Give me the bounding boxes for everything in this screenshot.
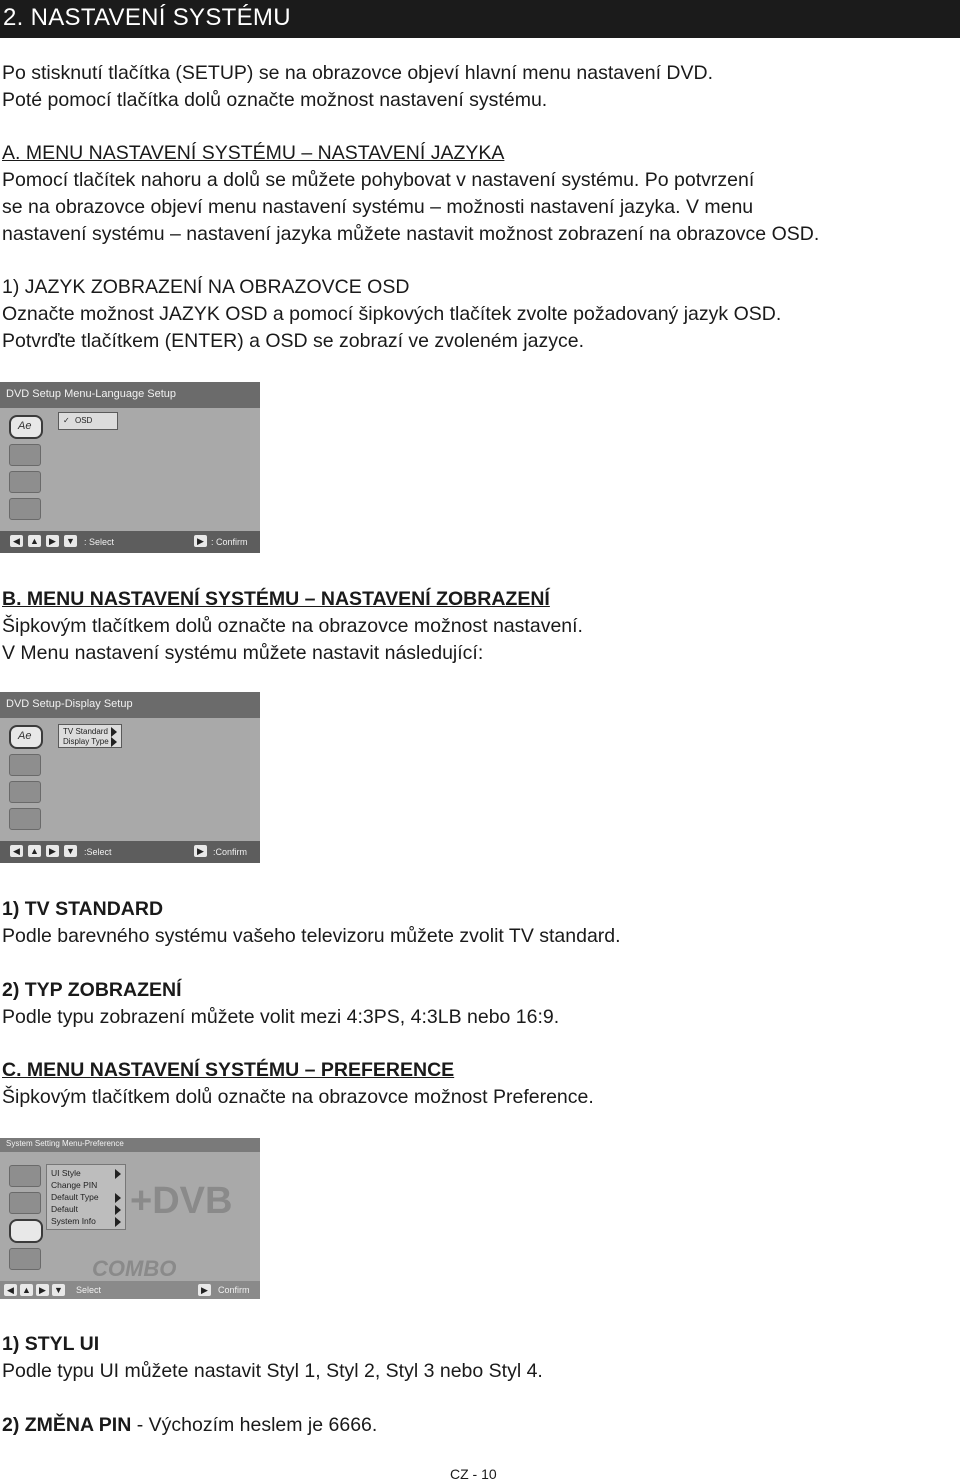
section-a-line-3: nastavení systému – nastavení jazyka můžete nastavit možnost zobrazení na obrazovce OSD. xyxy=(2,223,820,245)
left-arrow-icon: ◀ xyxy=(10,535,23,547)
down-arrow-icon: ▼ xyxy=(64,535,77,547)
right-arrow-icon: ▶ xyxy=(46,535,59,547)
section-a-sub1-line-1: Označte možnost JAZYK OSD a pomocí šipkových tlačítek zvolte požadovaný jazyk OSD. xyxy=(2,303,782,325)
preference-screenshot xyxy=(0,1138,260,1299)
section-b-heading: B. MENU NASTAVENÍ SYSTÉMU – NASTAVENÍ ZOBRAZENÍ xyxy=(2,588,550,610)
tv-standard-option: TV Standard xyxy=(63,727,108,736)
section-c-line: Šipkovým tlačítkem dolů označte na obrazovce možnost Preference. xyxy=(2,1086,594,1108)
section-a-sub1-heading: 1) JAZYK ZOBRAZENÍ NA OBRAZOVCE OSD xyxy=(2,276,410,298)
screen-title: DVD Setup-Display Setup xyxy=(6,698,133,710)
change-pin-option: Change PIN xyxy=(51,1180,98,1190)
screen-sidebar xyxy=(6,722,42,835)
dvb-logo: +DVB xyxy=(130,1180,233,1222)
audio-icon xyxy=(9,471,41,493)
osd-option: ✓ OSD xyxy=(58,412,118,430)
select-label: :Select xyxy=(84,847,112,857)
left-arrow-icon: ◀ xyxy=(10,845,23,857)
screen-title: System Setting Menu-Preference xyxy=(6,1139,124,1148)
enter-icon: ▶ xyxy=(194,535,207,547)
screen-title-bar xyxy=(0,1138,260,1152)
section-c-sub1-heading: 1) STYL UI xyxy=(2,1333,100,1355)
preference-icon xyxy=(9,1219,43,1243)
display-icon xyxy=(9,444,41,466)
enter-icon: ▶ xyxy=(198,1284,211,1296)
section-c-sub2-line xyxy=(2,1412,377,1439)
up-arrow-icon: ▲ xyxy=(28,845,41,857)
screen-sidebar xyxy=(6,412,42,525)
display-setup-screenshot xyxy=(0,692,260,863)
section-b-sub1-heading: 1) TV STANDARD xyxy=(2,898,164,920)
close-icon xyxy=(9,1248,41,1270)
preference-options xyxy=(46,1164,126,1230)
chevron-right-icon xyxy=(115,1169,121,1179)
language-setup-screenshot xyxy=(0,382,260,553)
screen-title: DVD Setup Menu-Language Setup xyxy=(6,388,177,400)
screen-sidebar xyxy=(6,1162,42,1275)
chevron-right-icon xyxy=(115,1193,121,1203)
display-type-option: Display Type xyxy=(63,737,109,746)
left-arrow-icon: ◀ xyxy=(4,1284,17,1296)
screen-title-bar xyxy=(0,382,260,408)
section-c-heading: C. MENU NASTAVENÍ SYSTÉMU – PREFERENCE xyxy=(2,1059,455,1081)
enter-icon: ▶ xyxy=(194,845,207,857)
confirm-label: :Confirm xyxy=(213,847,248,857)
default-option: Default xyxy=(51,1204,78,1214)
down-arrow-icon: ▼ xyxy=(64,845,77,857)
language-icon xyxy=(9,1165,41,1187)
intro-line-1: Po stisknutí tlačítka (SETUP) se na obrazovce objeví hlavní menu nastavení DVD. xyxy=(2,62,713,84)
right-arrow-icon: ▶ xyxy=(36,1284,49,1296)
preference-icon xyxy=(9,808,41,830)
page-header-bar xyxy=(0,0,960,38)
chevron-right-icon xyxy=(111,737,117,747)
section-b-line-1: Šipkovým tlačítkem dolů označte na obrazovce možnost nastavení. xyxy=(2,615,583,637)
confirm-label: Confirm xyxy=(218,1285,250,1295)
display-icon xyxy=(9,754,41,776)
language-icon: Ae xyxy=(9,725,43,749)
screen-footer xyxy=(0,531,260,553)
section-a-heading: A. MENU NASTAVENÍ SYSTÉMU – NASTAVENÍ JAZYKA xyxy=(2,142,505,164)
section-b-sub2-heading: 2) TYP ZOBRAZENÍ xyxy=(2,979,182,1001)
select-label: Select xyxy=(76,1285,102,1295)
display-options xyxy=(58,724,122,748)
section-a-sub1-line-2: Potvrďte tlačítkem (ENTER) a OSD se zobrazí ve zvoleném jazyce. xyxy=(2,330,585,352)
down-arrow-icon: ▼ xyxy=(52,1284,65,1296)
combo-logo: COMBO xyxy=(92,1256,177,1281)
section-a-line-2: se na obrazovce objeví menu nastavení systému – možnosti nastavení jazyka. V menu xyxy=(2,196,754,218)
page-title: 2. NASTAVENÍ SYSTÉMU xyxy=(3,4,291,31)
chevron-right-icon xyxy=(115,1217,121,1227)
screen-title-bar xyxy=(0,692,260,718)
up-arrow-icon: ▲ xyxy=(28,535,41,547)
intro-line-2: Poté pomocí tlačítka dolů označte možnost nastavení systému. xyxy=(2,89,548,111)
chevron-right-icon xyxy=(111,727,117,737)
ui-style-option: UI Style xyxy=(51,1168,81,1178)
select-label: : Select xyxy=(84,537,115,547)
section-b-line-2: V Menu nastavení systému můžete nastavit následující: xyxy=(2,642,484,664)
display-icon xyxy=(9,1192,41,1214)
language-icon: Ae xyxy=(9,415,43,439)
section-b-sub1-line: Podle barevného systému vašeho televizoru můžete zvolit TV standard. xyxy=(2,925,621,947)
audio-icon xyxy=(9,781,41,803)
right-arrow-icon: ▶ xyxy=(46,845,59,857)
up-arrow-icon: ▲ xyxy=(20,1284,33,1296)
section-a-line-1: Pomocí tlačítek nahoru a dolů se můžete pohybovat v nastavení systému. Po potvrzení xyxy=(2,169,755,191)
section-b-sub2-line: Podle typu zobrazení můžete volit mezi 4:3PS, 4:3LB nebo 16:9. xyxy=(2,1006,560,1028)
section-c-sub2-heading: 2) ZMĚNA PIN xyxy=(2,1414,132,1436)
screen-footer xyxy=(0,1281,260,1299)
confirm-label: : Confirm xyxy=(211,537,248,547)
chevron-right-icon xyxy=(115,1205,121,1215)
preference-icon xyxy=(9,498,41,520)
system-info-option: System Info xyxy=(51,1216,96,1226)
default-type-option: Default Type xyxy=(51,1192,99,1202)
page-number: CZ - 10 xyxy=(450,1466,497,1482)
section-c-sub1-line: Podle typu UI můžete nastavit Styl 1, Styl 2, Styl 3 nebo Styl 4. xyxy=(2,1360,543,1382)
screen-footer xyxy=(0,841,260,863)
section-c-sub2-text: - Výchozím heslem je 6666. xyxy=(131,1414,378,1436)
